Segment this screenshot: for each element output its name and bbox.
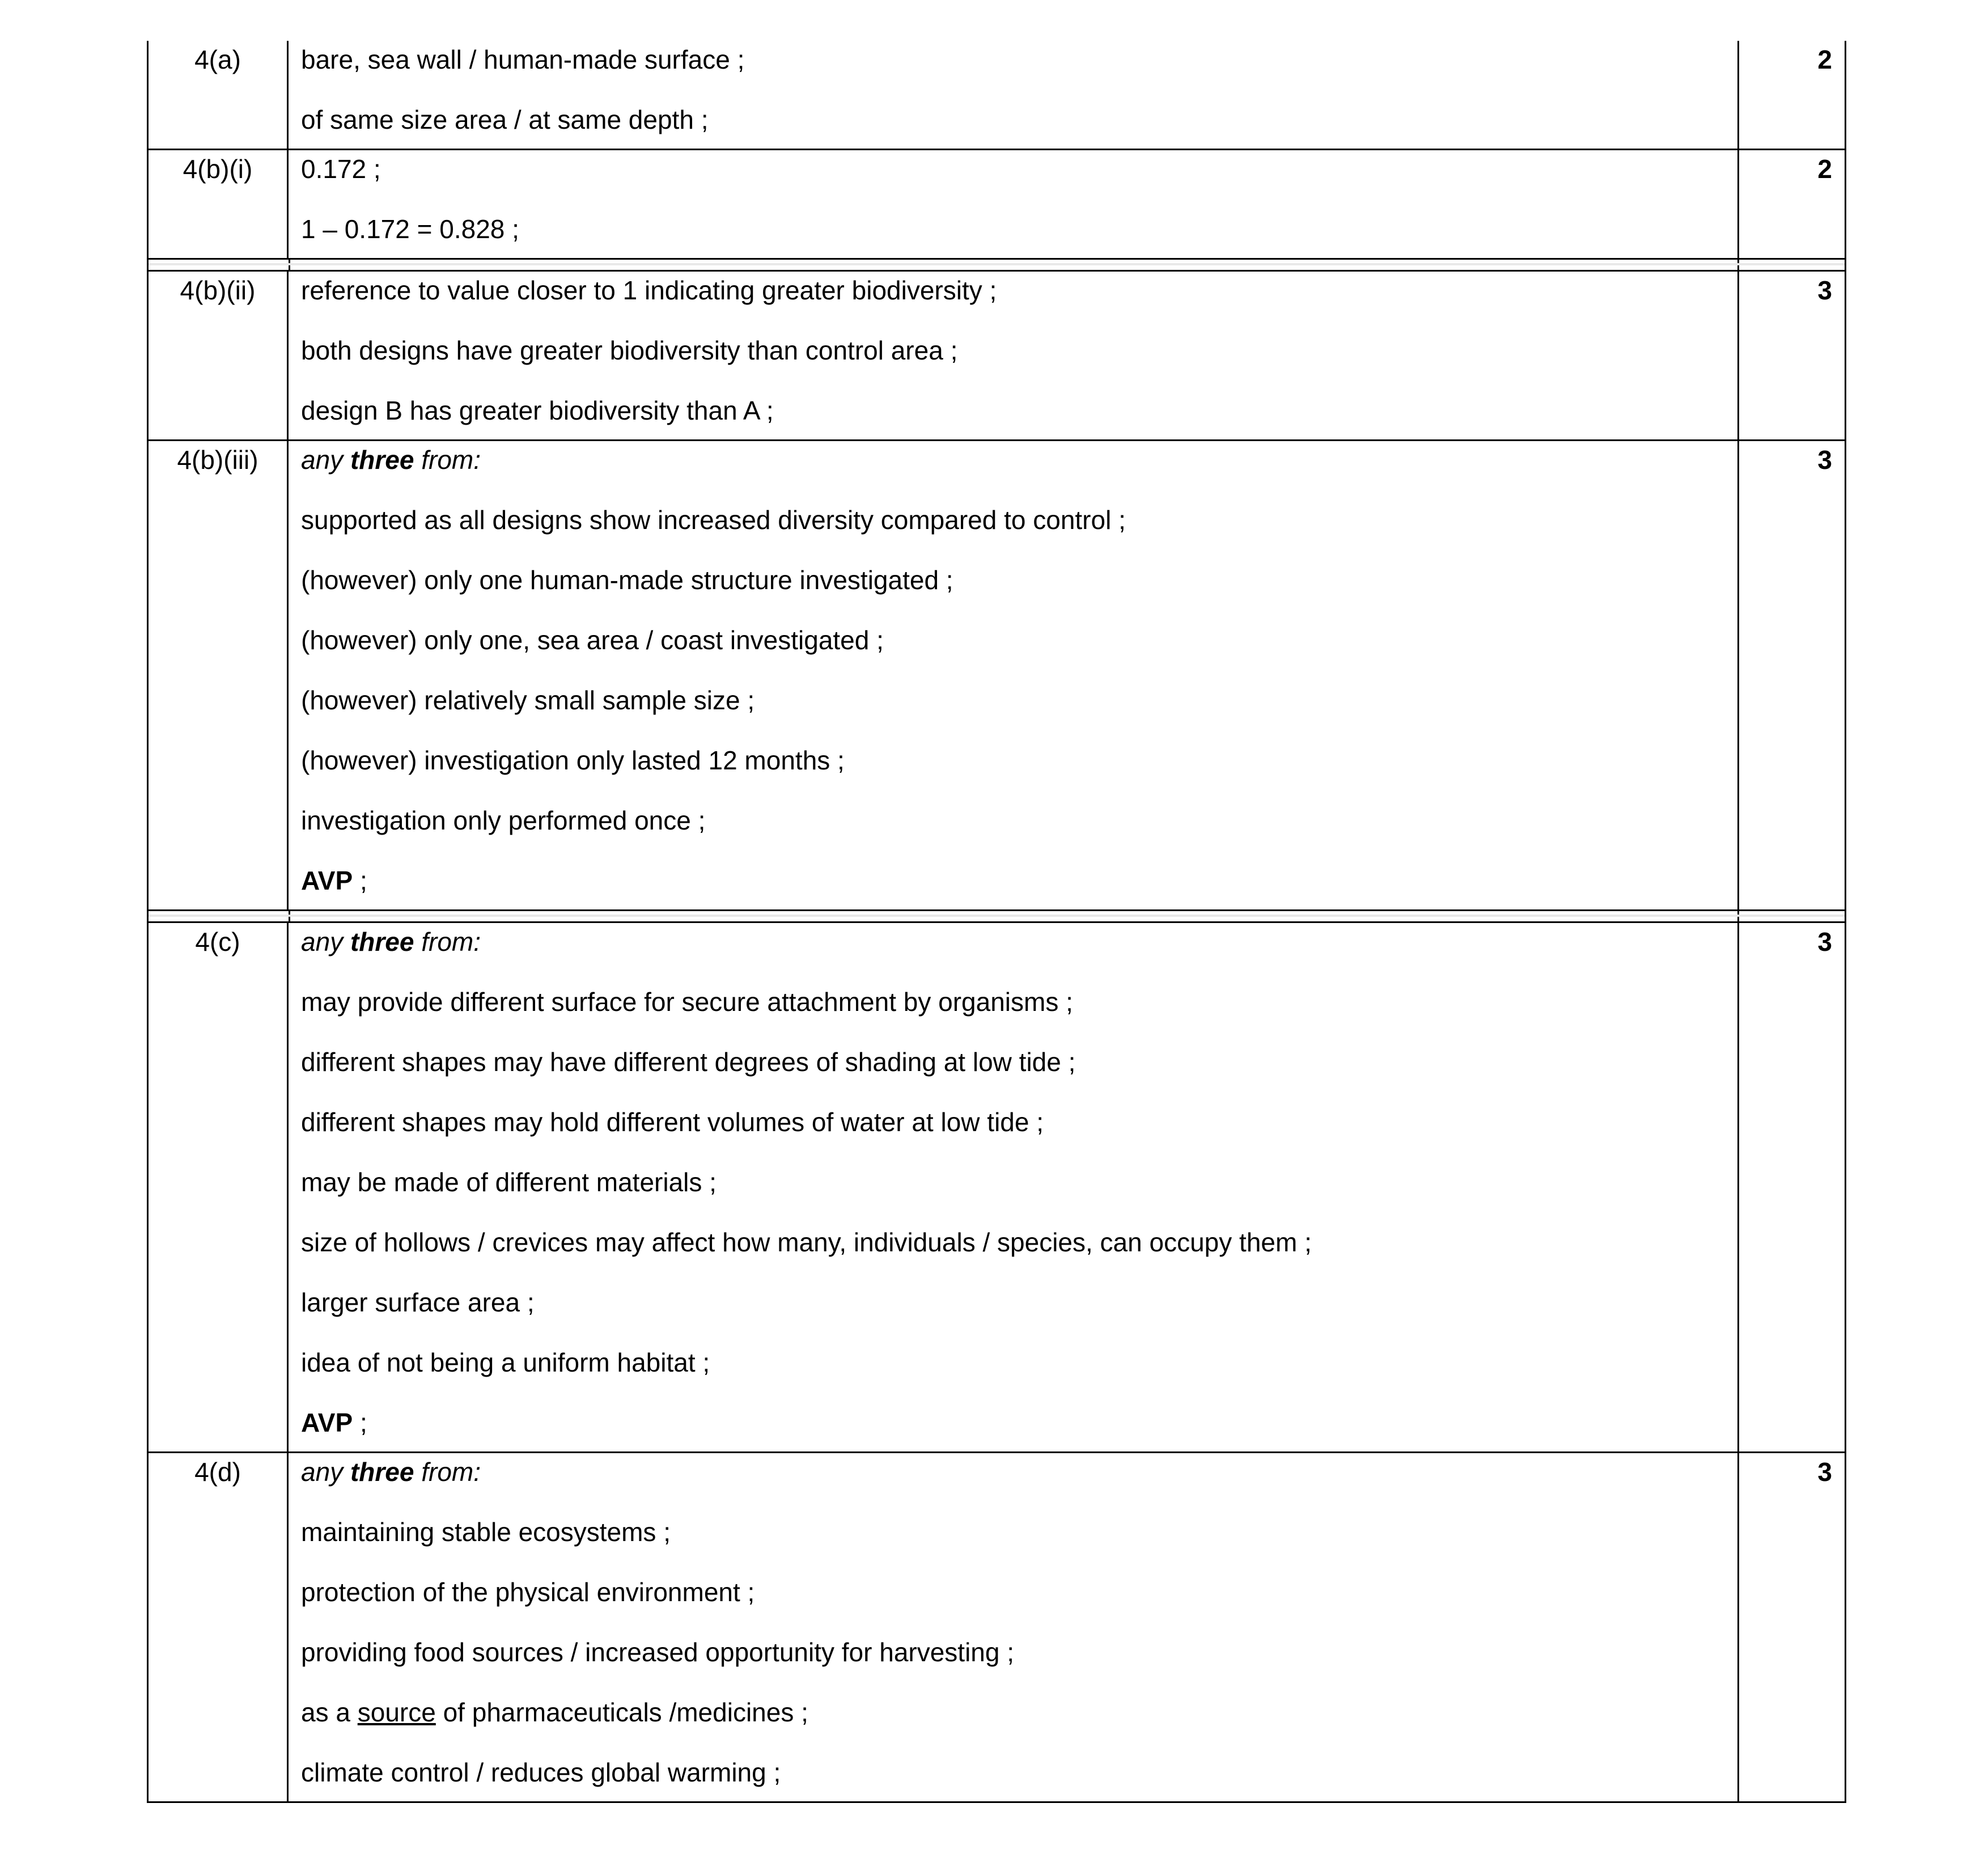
answer-cell — [289, 923, 1739, 1451]
answer-cell — [289, 150, 1739, 258]
answer-line: (however) only one human-made structure investigated ; — [301, 565, 953, 595]
answer-avp: AVP ; — [301, 866, 367, 895]
table-section-1 — [147, 41, 1846, 260]
marks-cell: 2 — [1817, 45, 1832, 74]
marks-cell: 3 — [1817, 276, 1832, 305]
answer-line: investigation only performed once ; — [301, 806, 706, 835]
table-row-4c — [149, 921, 1845, 1451]
question-number: 4(d) — [149, 1453, 289, 1801]
section-divider — [147, 260, 1846, 270]
table-row-4bi — [149, 149, 1845, 260]
question-number: 4(b)(ii) — [149, 272, 289, 439]
question-number: 4(c) — [149, 923, 289, 1451]
answer-line: bare, sea wall / human-made surface ; — [301, 45, 745, 74]
answer-line: (however) investigation only lasted 12 months ; — [301, 746, 845, 775]
answer-line: idea of not being a uniform habitat ; — [301, 1348, 710, 1377]
answer-cell — [289, 41, 1739, 149]
answer-line: climate control / reduces global warming ; — [301, 1758, 781, 1787]
answer-intro: any three from: — [301, 1457, 481, 1487]
answer-line: (however) only one, sea area / coast investigated ; — [301, 625, 884, 655]
question-number: 4(a) — [149, 41, 289, 149]
answer-cell — [289, 272, 1739, 439]
answer-line: protection of the physical environment ; — [301, 1577, 755, 1607]
section-divider — [147, 911, 1846, 921]
answer-line: as a source of pharmaceuticals /medicines ; — [301, 1698, 808, 1727]
answer-line: may be made of different materials ; — [301, 1167, 717, 1197]
answer-cell — [289, 441, 1739, 909]
answer-line: different shapes may have different degrees of shading at low tide ; — [301, 1047, 1076, 1077]
question-number: 4(b)(iii) — [149, 441, 289, 909]
answer-line: both designs have greater biodiversity than control area ; — [301, 336, 958, 365]
answer-line: (however) relatively small sample size ; — [301, 685, 755, 715]
answer-line: 1 – 0.172 = 0.828 ; — [301, 214, 519, 244]
table-section-2 — [147, 270, 1846, 911]
table-section-3 — [147, 921, 1846, 1803]
answer-line: reference to value closer to 1 indicating greater biodiversity ; — [301, 276, 997, 305]
answer-line: different shapes may hold different volumes of water at low tide ; — [301, 1107, 1044, 1137]
question-number: 4(b)(i) — [149, 150, 289, 258]
mark-scheme-table — [147, 41, 1846, 1803]
table-row-4a — [149, 41, 1845, 149]
answer-line: maintaining stable ecosystems ; — [301, 1517, 671, 1547]
answer-intro: any three from: — [301, 445, 481, 475]
table-row-4biii — [149, 439, 1845, 911]
answer-line: larger surface area ; — [301, 1288, 535, 1317]
answer-line: of same size area / at same depth ; — [301, 105, 709, 134]
answer-avp: AVP ; — [301, 1408, 367, 1437]
answer-line: size of hollows / crevices may affect how many, individuals / species, can occupy them ; — [301, 1228, 1312, 1257]
marks-cell: 3 — [1817, 1457, 1832, 1487]
answer-line: design B has greater biodiversity than A ; — [301, 396, 774, 425]
answer-line: may provide different surface for secure attachment by organisms ; — [301, 987, 1073, 1017]
answer-line: providing food sources / increased opportunity for harvesting ; — [301, 1637, 1015, 1667]
answer-cell — [289, 1453, 1739, 1801]
table-row-4d — [149, 1451, 1845, 1803]
answer-intro: any three from: — [301, 927, 481, 956]
marks-cell: 2 — [1817, 154, 1832, 184]
marks-cell: 3 — [1817, 927, 1832, 956]
marks-cell: 3 — [1817, 445, 1832, 475]
answer-line: 0.172 ; — [301, 154, 381, 184]
table-row-4bii — [149, 270, 1845, 439]
answer-line: supported as all designs show increased diversity compared to control ; — [301, 505, 1126, 535]
